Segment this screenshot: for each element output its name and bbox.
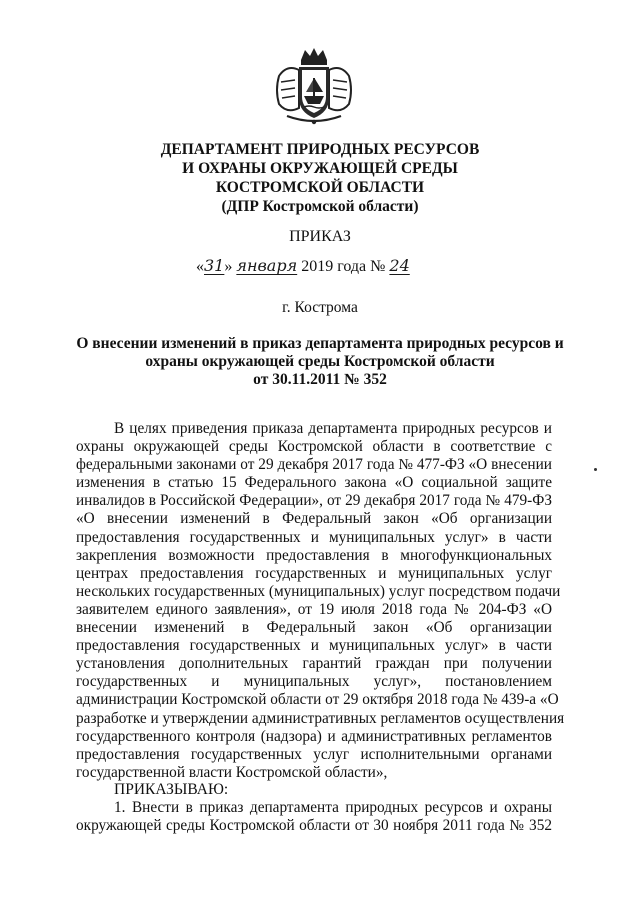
preamble-line: предоставления государственных услуг исполнительными органами [76, 745, 552, 763]
date-open-quote: « [196, 258, 204, 275]
preamble-line: государственных и муниципальных услуг», постановлением [76, 673, 552, 691]
order-item-1 [76, 799, 552, 835]
preamble-line: заявителем единого заявления», от 19 июля 2018 года № 204-ФЗ «О [76, 600, 552, 618]
preamble-line: В целях приведения приказа департамента природных ресурсов и [114, 420, 552, 437]
order-title-line: от 30.11.2011 № 352 [253, 371, 387, 388]
preamble-line: государственного контроля (надзора) и административных регламентов [76, 727, 552, 745]
preamble-line: центрах предоставления государственных и муниципальных услуг [76, 564, 552, 582]
year-and-number-label: 2019 года № [301, 258, 386, 275]
department-line: И ОХРАНЫ ОКРУЖАЮЩЕЙ СРЕДЫ [182, 160, 458, 177]
order-title [60, 335, 580, 389]
preamble-line: нескольких государственных (муниципальных) услуг посредством подачи [76, 582, 561, 600]
coat-of-arms-emblem [273, 46, 355, 126]
department-line: ДЕПАРТАМЕНТ ПРИРОДНЫХ РЕСУРСОВ [160, 141, 480, 158]
order-date-number-line [196, 256, 456, 280]
preamble-line: «О внесении изменений в Федеральный закон «Об организации [76, 510, 552, 528]
order-title-line: О внесении изменений в приказ департамента природных ресурсов и [76, 335, 564, 352]
department-name-block [0, 140, 640, 216]
preamble-line: разработке и утверждении административных регламентов осуществления [76, 709, 565, 727]
preamble-line: федеральными законами от 29 декабря 2017 года № 477-ФЗ «О внесении [76, 456, 552, 474]
preamble-line: предоставления государственных и муниципальных услуг» в части [76, 528, 552, 546]
city-name: г. Кострома [282, 299, 358, 316]
preamble-line: предоставления государственных и муниципальных услуг» в части [76, 637, 552, 655]
handwritten-order-number: 24 [389, 256, 410, 275]
preamble-line: внесении изменений в Федеральный закон «Об организации [76, 619, 552, 637]
order-directive-word: ПРИКАЗЫВАЮ: [114, 781, 229, 798]
preamble-line: изменения в статью 15 Федерального закона «О социальной защите [76, 474, 552, 492]
scan-speck [594, 468, 597, 471]
handwritten-day: 31 [204, 256, 225, 275]
order-item-line: 1. Внести в приказ департамента природных ресурсов и охраны [114, 799, 552, 816]
handwritten-month: января [236, 256, 298, 275]
preamble-line: администрации Костромской области от 29 октября 2018 года № 439-а «О [76, 691, 559, 709]
preamble-line: охраны окружающей среды Костромской области в соответствие с [76, 438, 552, 456]
order-item-line: окружающей среды Костромской области от 30 ноября 2011 года № 352 [76, 817, 552, 835]
department-line: КОСТРОМСКОЙ ОБЛАСТИ [215, 179, 425, 196]
department-abbreviation: (ДПР Костромской области) [221, 198, 419, 215]
preamble-line: закрепления возможности предоставления в многофункциональных [76, 546, 552, 564]
preamble-line: инвалидов в Российской Федерации», от 29 декабря 2017 года № 479-ФЗ [76, 492, 552, 510]
preamble-line: установления дополнительных гарантий граждан при получении [76, 655, 552, 673]
kostroma-coat-of-arms-icon [273, 46, 355, 126]
preamble-line: государственной власти Костромской области», [76, 763, 388, 781]
document-type: ПРИКАЗ [289, 228, 351, 245]
preamble-paragraph [76, 420, 565, 782]
date-close-quote: » [224, 258, 233, 275]
order-title-line: охраны окружающей среды Костромской области [145, 353, 495, 370]
